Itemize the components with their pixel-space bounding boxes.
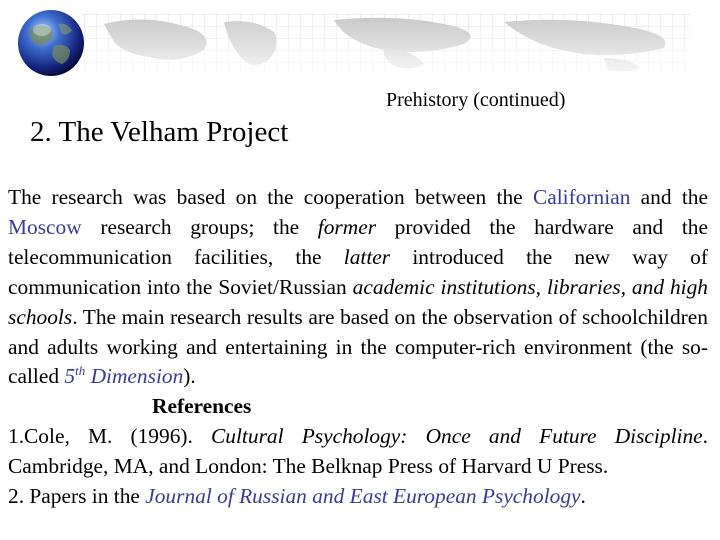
body-text-5: introduced the new way of communication into the Soviet/Russian: [8, 244, 708, 299]
reference-1-title: Cultural Psychology: Once and Future Discipline: [211, 424, 703, 449]
slide-title: 2. The Velham Project: [30, 116, 289, 148]
references-heading: References: [152, 394, 252, 419]
reference-2: [8, 484, 586, 508]
fifth-number: 5: [64, 364, 76, 389]
body-paragraph: [8, 183, 708, 512]
reference-1: [8, 424, 708, 478]
fifth-superscript: th: [75, 363, 86, 379]
body-text-7: ).: [183, 364, 196, 389]
slide-subtitle: Prehistory (continued): [386, 89, 566, 111]
moscow-term: Moscow: [8, 214, 82, 239]
body-text-6: . The main research results are based on the observation of schoolchildren and adults working and entertaining in the computer-rich environment (the so-called: [8, 304, 708, 389]
institutions-term: academic institutions, libraries, and high schools: [8, 274, 708, 329]
reference-1-publisher: . Cambridge, MA, and London: The Belknap Press of Harvard U Press.: [8, 424, 709, 479]
body-text-3: research groups; the: [81, 214, 318, 239]
dimension-word: Dimension: [85, 364, 184, 389]
body-text-2: and the: [630, 185, 708, 209]
world-map-banner: [84, 14, 690, 74]
globe-icon: [16, 8, 86, 78]
latter-term: latter: [343, 244, 391, 269]
californian-term: Californian: [532, 185, 631, 209]
reference-2-suffix: .: [580, 484, 586, 509]
body-text-1: The research was based on the cooperation between the: [8, 185, 533, 209]
body-text-4: provided the hardware and the telecommunication facilities, the: [8, 214, 708, 269]
former-term: former: [317, 214, 377, 239]
reference-1-author: 1.Cole, M. (1996).: [8, 424, 212, 449]
fifth-dimension-term: [64, 364, 183, 388]
reference-2-prefix: 2. Papers in the: [8, 484, 146, 509]
reference-2-journal: Journal of Russian and East European Psychology: [145, 484, 581, 509]
